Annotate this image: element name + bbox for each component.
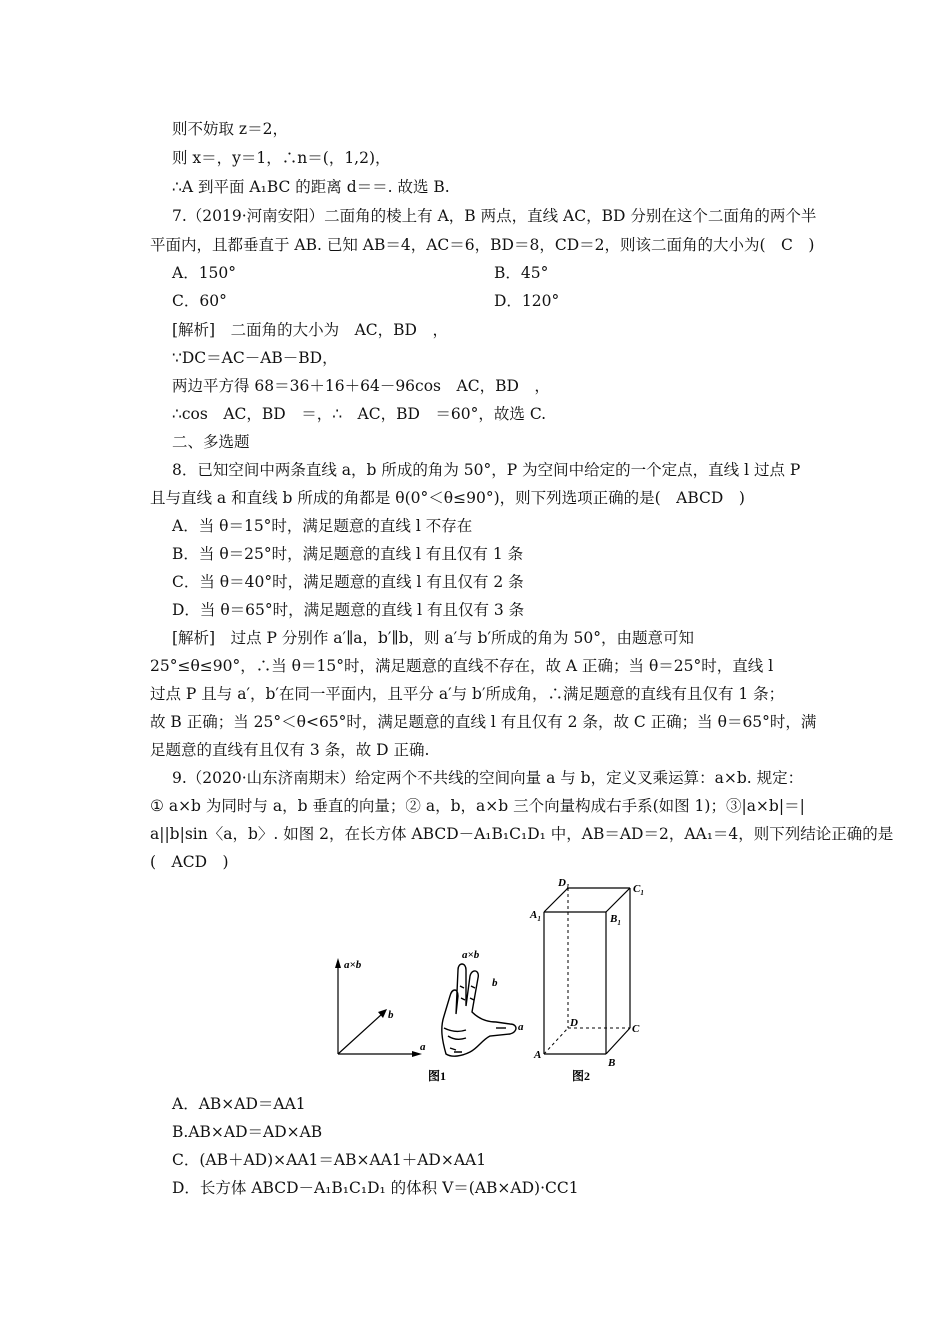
axis-label-axb: a×b [344, 959, 362, 971]
figure-1-caption: 图1 [428, 1069, 447, 1083]
option-a: A．150° [172, 264, 237, 282]
question-8-stem: 8．已知空间中两条直线 a，b 所成的角为 50°，P 为空间中给定的一个定点，直线 l 过点 P [172, 461, 801, 479]
text-line: ∴A 到平面 A₁BC 的距离 d＝＝. 故选 B. [172, 178, 450, 196]
figure-2-diagram [528, 872, 658, 1084]
question-9-stem: ① a×b 为同时与 a，b 垂直的向量；② a，b，a×b 三个向量构成右手系(如图 1)；③|a×b|＝| [150, 797, 805, 815]
text-line: 则不妨取 z＝2， [172, 120, 288, 138]
option-b: B．当 θ＝25°时，满足题意的直线 l 有且仅有 1 条 [172, 545, 524, 563]
question-7-stem: 7.（2019·河南安阳）二面角的棱上有 A，B 两点，直线 AC，BD 分别在这个二面角的两个半 [172, 207, 817, 225]
section-heading: 二、多选题 [172, 433, 250, 451]
right-hand-icon [442, 964, 516, 1056]
option-a: A．AB×AD＝AA1 [172, 1095, 306, 1113]
analysis-line: [解析] 过点 P 分别作 a′∥a，b′∥b，则 a′与 b′所成的角为 50°，由题意可知 [172, 629, 694, 647]
analysis-line: 25°≤θ≤90°，∴当 θ＝15°时，满足题意的直线不存在，故 A 正确；当 θ＝25°时，直线 l [150, 657, 774, 675]
vertex-label-b: B [608, 1057, 616, 1069]
hand-label-a: a [518, 1021, 524, 1033]
question-7-stem: 平面内，且都垂直于 AB. 已知 AB＝4，AC＝6，BD＝8，CD＝2，则该二面角的大小为( C ) [150, 236, 815, 254]
hand-label-axb: a×b [462, 949, 480, 961]
question-8-stem: 且与直线 a 和直线 b 所成的角都是 θ(0°＜θ≤90°)，则下列选项正确的是( ABCD ) [150, 489, 745, 507]
analysis-line: 两边平方得 68＝36＋16＋64－96cos AC，BD ， [172, 377, 550, 395]
vertex-label-d1: $D_1$ [558, 877, 570, 891]
vertex-label-d: D [570, 1017, 578, 1029]
question-9-stem: a||b|sin〈a，b〉. 如图 2，在长方体 ABCD－A₁B₁C₁D₁ 中，AB＝AD＝2，AA₁＝4，则下列结论正确的是 [150, 825, 894, 843]
option-b: B．45° [494, 264, 549, 282]
option-c: C．60° [172, 292, 227, 310]
vertex-label-a1: $A_1$ [530, 909, 541, 923]
option-c: C．当 θ＝40°时，满足题意的直线 l 有且仅有 2 条 [172, 573, 524, 591]
option-d: D．当 θ＝65°时，满足题意的直线 l 有且仅有 3 条 [172, 601, 525, 619]
hand-label-b: b [492, 977, 498, 989]
option-d: D．长方体 ABCD－A₁B₁C₁D₁ 的体积 V＝(AB×AD)·CC1 [172, 1179, 579, 1197]
question-9-answer: ( ACD ) [150, 853, 229, 871]
question-9-stem: 9.（2020·山东济南期末）给定两个不共线的空间向量 a 与 b，定义叉乘运算：a×b. 规定： [172, 769, 804, 787]
analysis-line: 故 B 正确；当 25°＜θ<65°时，满足题意的直线 l 有且仅有 2 条，故 C 正确；当 θ＝65°时，满 [150, 713, 817, 731]
option-b: B.AB×AD＝AD×AB [172, 1123, 323, 1141]
analysis-line: 足题意的直线有且仅有 3 条，故 D 正确. [150, 741, 430, 759]
figure-1-diagram [320, 936, 540, 1086]
analysis-line: [解析] 二面角的大小为 AC，BD ， [172, 321, 448, 339]
analysis-line: 过点 P 且与 a′，b′在同一平面内，且平分 a′与 b′所成角，∴满足题意的直线有且仅有 1 条； [150, 685, 785, 703]
analysis-line: ∴cos AC，BD ＝，∴ AC，BD ＝60°，故选 C. [172, 405, 547, 423]
option-d: D．120° [494, 292, 560, 310]
option-a: A．当 θ＝15°时，满足题意的直线 l 不存在 [172, 517, 473, 535]
figure-2-caption: 图2 [572, 1069, 591, 1083]
option-c: C．(AB＋AD)×AA1＝AB×AA1＋AD×AA1 [172, 1151, 487, 1169]
vertex-label-a: A [534, 1049, 542, 1061]
text-line: 则 x＝，y＝1，∴n＝(，1,2)， [172, 149, 391, 167]
axis-label-b: b [388, 1009, 394, 1021]
axis-label-a: a [420, 1041, 426, 1053]
vertex-label-c: C [632, 1023, 640, 1035]
analysis-line: ∵DC＝AC－AB－BD， [172, 349, 338, 367]
vertex-label-b1: $B_1$ [610, 913, 621, 927]
vertex-label-c1: $C_1$ [633, 883, 644, 897]
